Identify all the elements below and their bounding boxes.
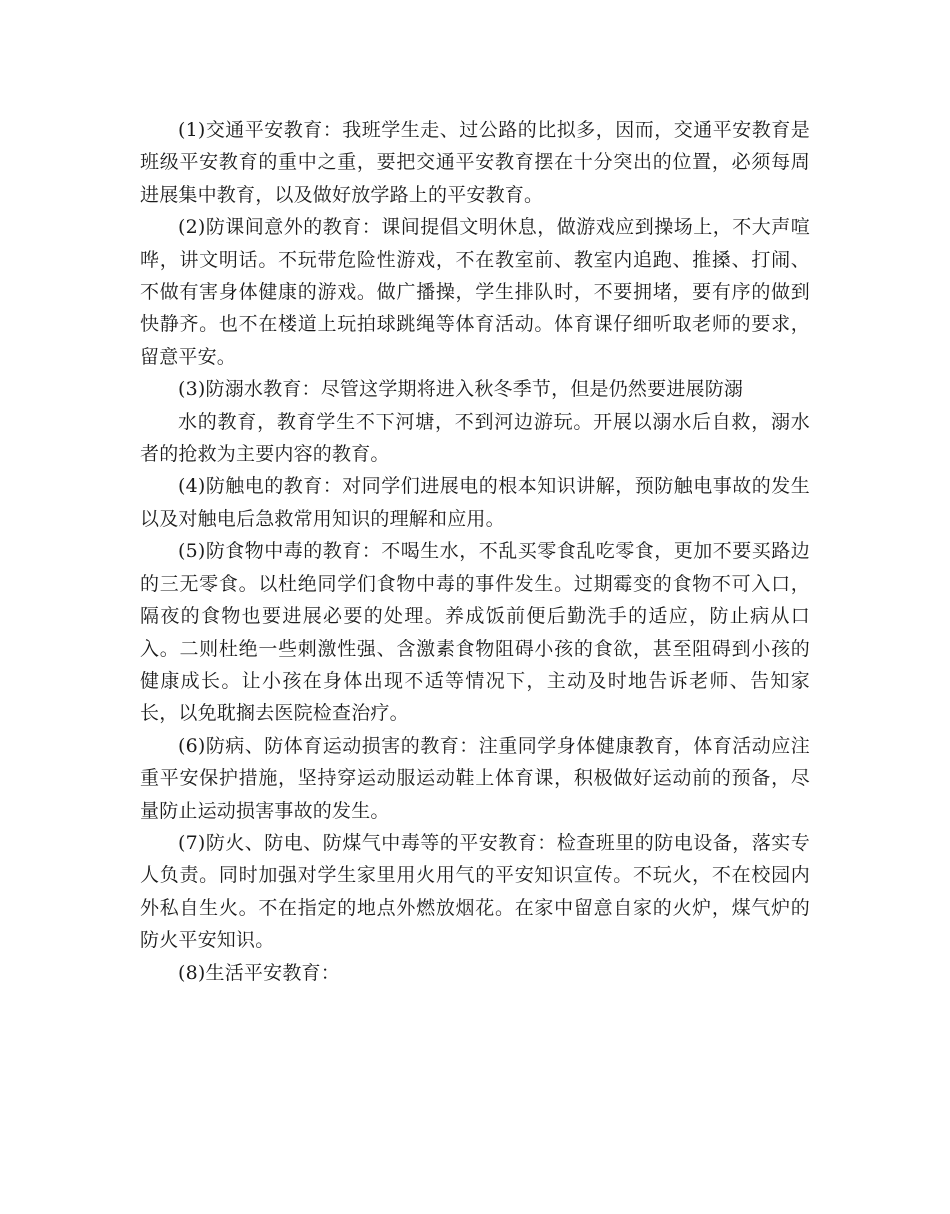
paragraph-electric-shock-prevention: (4)防触电的教育：对同学们进展电的根本知识讲解，预防触电事故的发生以及对触电后急救常用知识的理解和应用。 bbox=[140, 475, 810, 530]
document-body bbox=[140, 114, 810, 989]
paragraph-fire-gas-safety: (7)防火、防电、防煤气中毒等的平安教育：检查班里的防电设备，落实专人负责。同时加强对学生家里用火用气的平安知识宣传。不玩火，不在校园内外私自生火。不在指定的地点外燃放烟花。在家中留意自家的火炉，煤气炉的防火平安知识。 bbox=[140, 831, 810, 952]
paragraph-drowning-prevention: (3)防溺水教育：尽管这学期将进入秋冬季节，但是仍然要进展防溺 bbox=[178, 378, 744, 401]
paragraph-traffic-safety: (1)交通平安教育：我班学生走、过公路的比拟多，因而，交通平安教育是班级平安教育的重中之重，要把交通平安教育摆在十分突出的位置，必须每周进展集中教育，以及做好放学路上的平安教育。 bbox=[140, 119, 810, 206]
paragraph-drowning-prevention-continued: 水的教育，教育学生不下河塘，不到河边游玩。开展以溺水后自救，溺水者的抢救为主要内容的教育。 bbox=[140, 410, 810, 466]
paragraph-daily-life-safety: (8)生活平安教育： bbox=[178, 961, 340, 984]
paragraph-sports-injury-prevention: (6)防病、防体育运动损害的教育：注重同学身体健康教育，体育活动应注重平安保护措施，坚持穿运动服运动鞋上体育课，积极做好运动前的预备，尽量防止运动损害事故的发生。 bbox=[140, 734, 810, 822]
paragraph-recess-safety: (2)防课间意外的教育：课间提倡文明休息，做游戏应到操场上，不大声喧哗，讲文明话。不玩带危险性游戏，不在教室前、教室内追跑、推搡、打闹、不做有害身体健康的游戏。做广播操，学生排队时，不要拥堵，要有序的做到快静齐。也不在楼道上玩拍球跳绳等体育活动。体育课仔细听取老师的要求，留意平安。 bbox=[140, 216, 810, 368]
paragraph-food-poisoning-prevention: (5)防食物中毒的教育：不喝生水，不乱买零食乱吃零食，更加不要买路边的三无零食。以杜绝同学们食物中毒的事件发生。过期霉变的食物不可入口，隔夜的食物也要进展必要的处理。养成饭前便后勤洗手的适应，防止病从口入。二则杜绝一些刺激性强、含激素食物阻碍小孩的食欲，甚至阻碍到小孩的健康成长。让小孩在身体出现不适等情况下，主动及时地告诉老师、告知家长，以免耽搁去医院检查治疗。 bbox=[140, 540, 810, 725]
